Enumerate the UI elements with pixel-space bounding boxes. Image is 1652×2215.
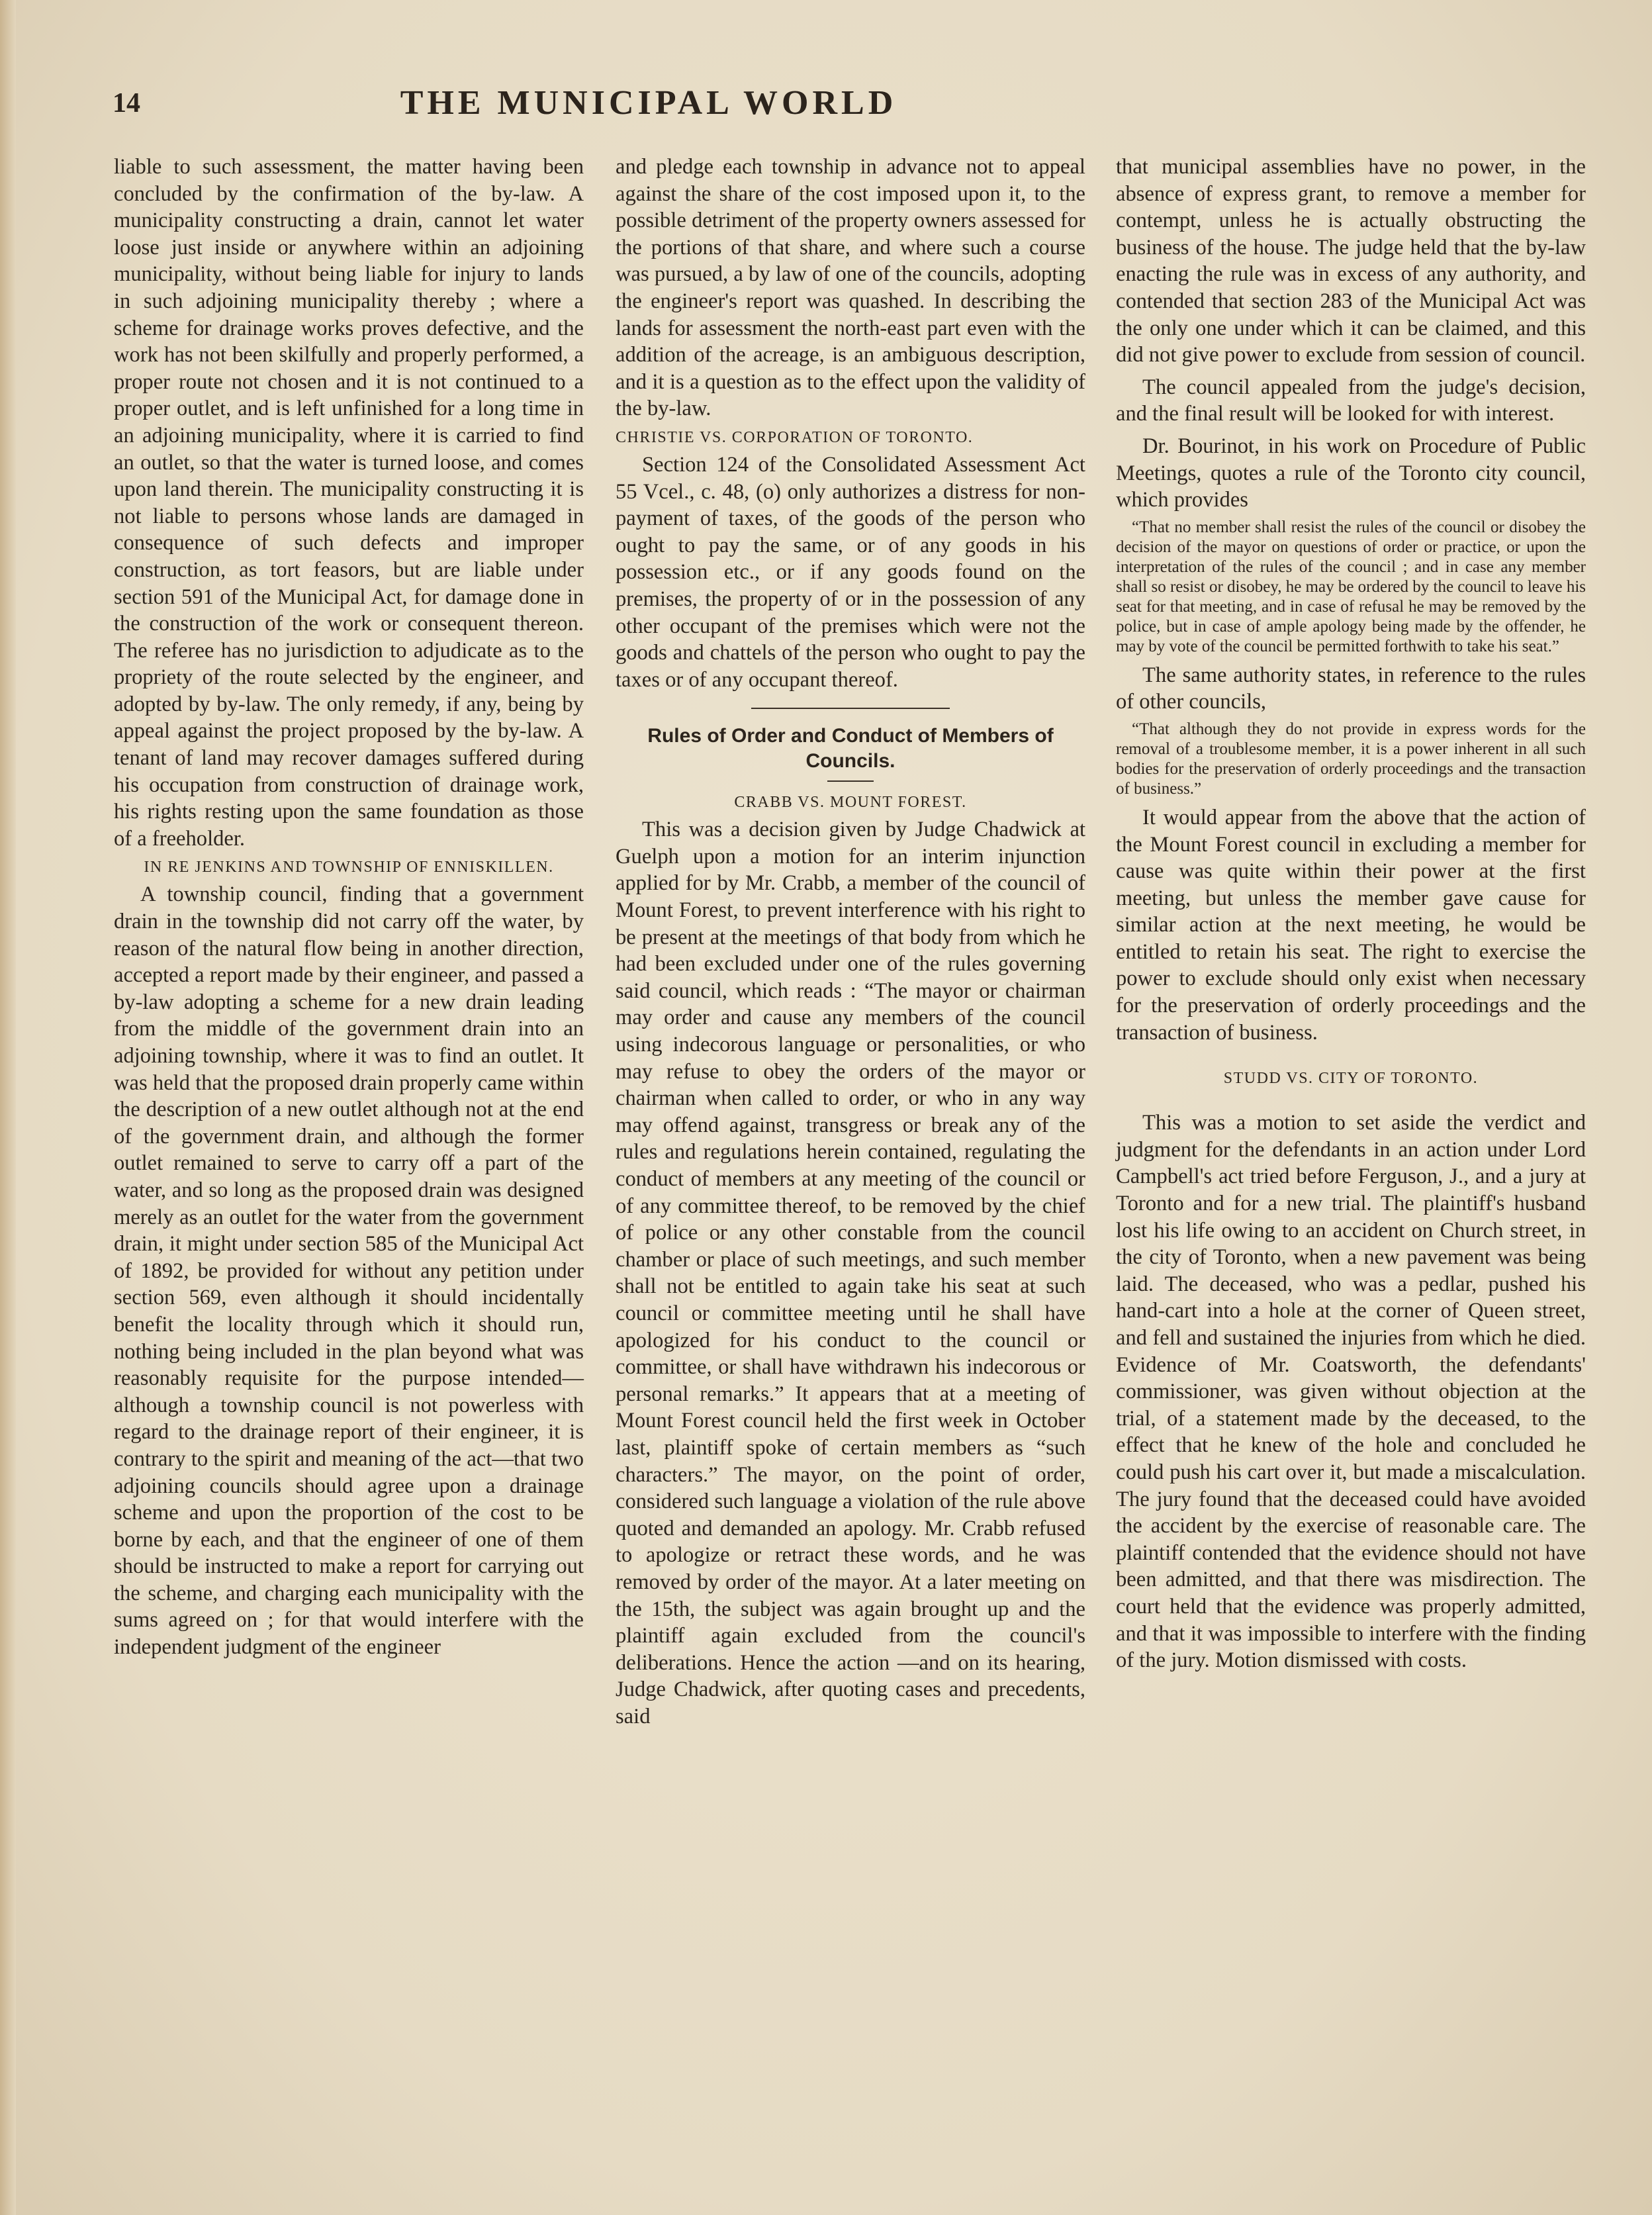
block-quote: “That although they do not provide in express words for the removal of a troublesome member, it is a power inherent in all such bodies for the preservation of orderly proceedings and the transaction of business.” [1116, 720, 1586, 798]
page-header [113, 83, 1185, 136]
paragraph: Dr. Bourinot, in his work on Procedure of Public Meetings, quotes a rule of the Toronto city council, which provides [1116, 434, 1586, 512]
column-2 [616, 154, 1085, 1730]
section-title: Rules of Order and Conduct of Members of Councils. [647, 725, 1054, 773]
case-heading: CHRISTIE VS. CORPORATION OF TORONTO. [616, 428, 974, 446]
page-number: 14 [113, 88, 140, 118]
block-quote: “That no member shall resist the rules of the council or disobey the decision of the mayor on questions of order or practice, or upon the interpretation of the rules of the council ; and in case any member shall so resist or disobey, he may be ordered by the council to leave his seat for that meeting, and in case of refusal he may be removed by the police, but in case of ample apology being made by the offender, he may by vote of the council be permitted forthwith to take his seat.” [1116, 518, 1586, 655]
paragraph: that municipal assemblies have no power, in the absence of express grant, to remove a member for contempt, unless he is actually obstructing the business of the house. The judge held that the by-law enacting the rule was in excess of any authority, and contended that section 283 of the Municipal Act was the only one under which it can be claimed, and this did not give power to exclude from session of council. [1116, 155, 1586, 367]
paragraph: A township council, finding that a government drain in the township did not carry off the water, by reason of the natural flow being in another direction, accepted a report made by their engineer, and passed a by-law adopting a scheme for a new drain leading from the middle of the government drain into an adjoining township, where it was to find an outlet. It was held that the proposed drain properly came within the description of a new outlet although not at the end of the government drain, and although the former outlet remained to serve to carry off a part of the water, and so long as the proposed drain was designed merely as an outlet for the water from the government drain, it might under section 585 of the Municipal Act of 1892, be provided for without any petition under section 569, even although it should incidentally benefit the locality through which it should run, nothing being included in the plan beyond what was reasonably requisite for the purpose intended—although a township council is not powerless with regard to the drainage report of their engineer, it is contrary to the spirit and meaning of the act—that two adjoining councils should agree upon a drainage scheme and upon the proportion of the cost to be borne by each, and that the engineer of one of them should be instructed to make a report for carrying out the scheme, and charging each municipality with the sums agreed on ; for that would interfere with the independent judgment of the engineer [114, 882, 584, 1660]
spacer [1116, 1046, 1586, 1063]
paragraph: This was a decision given by Judge Chadwick at Guelph upon a motion for an interim injunction applied for by Mr. Crabb, a member of the council of Mount Forest, to prevent interference with his right to be present at the meetings of that body from which he had been excluded under one of the rules governing said council, which reads : “The mayor or chairman may order and cause any members of the council using indecorous language or personalities, or who may refuse to obey the orders of the mayor or chairman when called to order, or who in any way may offend against, transgress or break any of the rules and regulations herein contained, regulating the conduct of members at any meeting of the council or of any committee thereof, to be removed by the chief of police or any other constable from the council chamber or place of such meetings, and such member shall not be entitled to again take his seat at such council or committee meeting until he shall have apologized for his conduct to the council or committee, or shall have withdrawn his indecorous or personal remarks.” It appears that at a meeting of Mount Forest council held the first week in October last, plaintiff spoke of certain members as “such characters.” The mayor, on the point of order, considered such language a violation of the rule above quoted and demanded an apology. Mr. Crabb refused to apologize or retract these words, and he was removed by order of the mayor. At a later meeting on the 15th, the subject was again brought up and the plaintiff again excluded from the council's deliberations. Hence the action —and on its hearing, Judge Chadwick, after quoting cases and precedents, said [616, 818, 1085, 1728]
paragraph: and pledge each township in advance not to appeal against the share of the cost imposed upon it, to the possible detriment of the property owners assessed for the portions of that share, and where such a course was pursued, a by law of one of the councils, adopting the engineer's report was quashed. In describing the lands for assessment the north-east part even with the addition of the acreage, is an ambiguous description, and it is a question as to the effect upon the validity of the by-law. [616, 155, 1085, 421]
case-heading: STUDD VS. CITY OF TORONTO. [1223, 1070, 1479, 1088]
short-divider [827, 780, 874, 782]
paragraph: liable to such assessment, the matter having been concluded by the confirmation of the by-law. A municipality constructing a drain, cannot let water loose just inside or anywhere within an adjoining municipality, without being liable for injury to lands in such adjoining municipality thereby ; where a scheme for drainage works proves defective, and the work has not been skilfully and properly performed, a proper route not chosen and it is not continued to a proper outlet, and is left unfinished for a long time in an adjoining municipality, where it is carried to find an outlet, so that the water is turned loose, and comes upon land therein. The municipality constructing it is not liable to persons whose lands are damaged in consequence of such defects and improper construction, as tort feasors, but are liable under section 591 of the Municipal Act, for damage done in the construction of the work or consequent thereon. The referee has no jurisdiction to adjudicate as to the propriety of the route selected by the engineer, and adopted by by-law. The only remedy, if any, being by appeal against the project proposed by the by-law. A tenant of land may recover damages suffered during his occupation from construction of drainage work, his rights resting upon the same foundation as those of a freeholder. [114, 155, 584, 851]
case-heading: IN RE JENKINS AND TOWNSHIP OF ENNISKILLEN. [144, 859, 554, 876]
binding-edge [0, 0, 16, 2215]
paragraph: Section 124 of the Consolidated Assessment Act 55 Vcel., c. 48, (o) only authorizes a distress for non-payment of taxes, of the goods of the person who ought to pay the same, or of any goods in his possession etc., or if any goods found on the premises, the property of or in the possession of any other occupant of the premises which were not the goods and chattels of the person who ought to pay the taxes or of any occupant thereof. [616, 452, 1085, 692]
paragraph: The council appealed from the judge's decision, and the final result will be looked for with interest. [1116, 375, 1586, 426]
masthead-title: THE MUNICIPAL WORLD [400, 84, 897, 122]
paragraph: This was a motion to set aside the verdict and judgment for the defendants in an action under Lord Campbell's act tried before Ferguson, J., and a jury at Toronto and for a new trial. The plaintiff's husband lost his life owing to an accident on Church street, in the city of Toronto, when a new pavement was being laid. The deceased, who was a pedlar, pushed his hand-cart into a hole at the corner of Queen street, and fell and sustained the injuries from which he died. Evidence of Mr. Coatsworth, the defendants' commissioner, was given without objection at the trial, of a statement made by the deceased, to the effect that he knew of the hole and concluded he could push his cart over it, but made a miscalculation. The jury found that the deceased could have avoided the accident by the exercise of reasonable care. The plaintiff contended that the evidence should not have been admitted, and that there was misdirection. The court held that the evidence was properly admitted, and that it was impossible to interfere with the finding of the jury. Motion dismissed with costs. [1116, 1111, 1586, 1673]
case-heading: CRABB VS. MOUNT FOREST. [734, 794, 967, 812]
column-1 [114, 154, 584, 1661]
column-3 [1116, 154, 1586, 1674]
paragraph: It would appear from the above that the action of the Mount Forest council in excluding a member for cause was quite within their power at the first meeting, but unless the member gave cause for similar action at the next meeting, he would be entitled to retain his seat. The right to exercise the power to exclude should only exist when necessary for the preservation of orderly proceedings and the transaction of business. [1116, 805, 1586, 1045]
spacer [1116, 1092, 1586, 1109]
paragraph: The same authority states, in reference to the rules of other councils, [1116, 663, 1586, 714]
section-divider [751, 708, 950, 709]
